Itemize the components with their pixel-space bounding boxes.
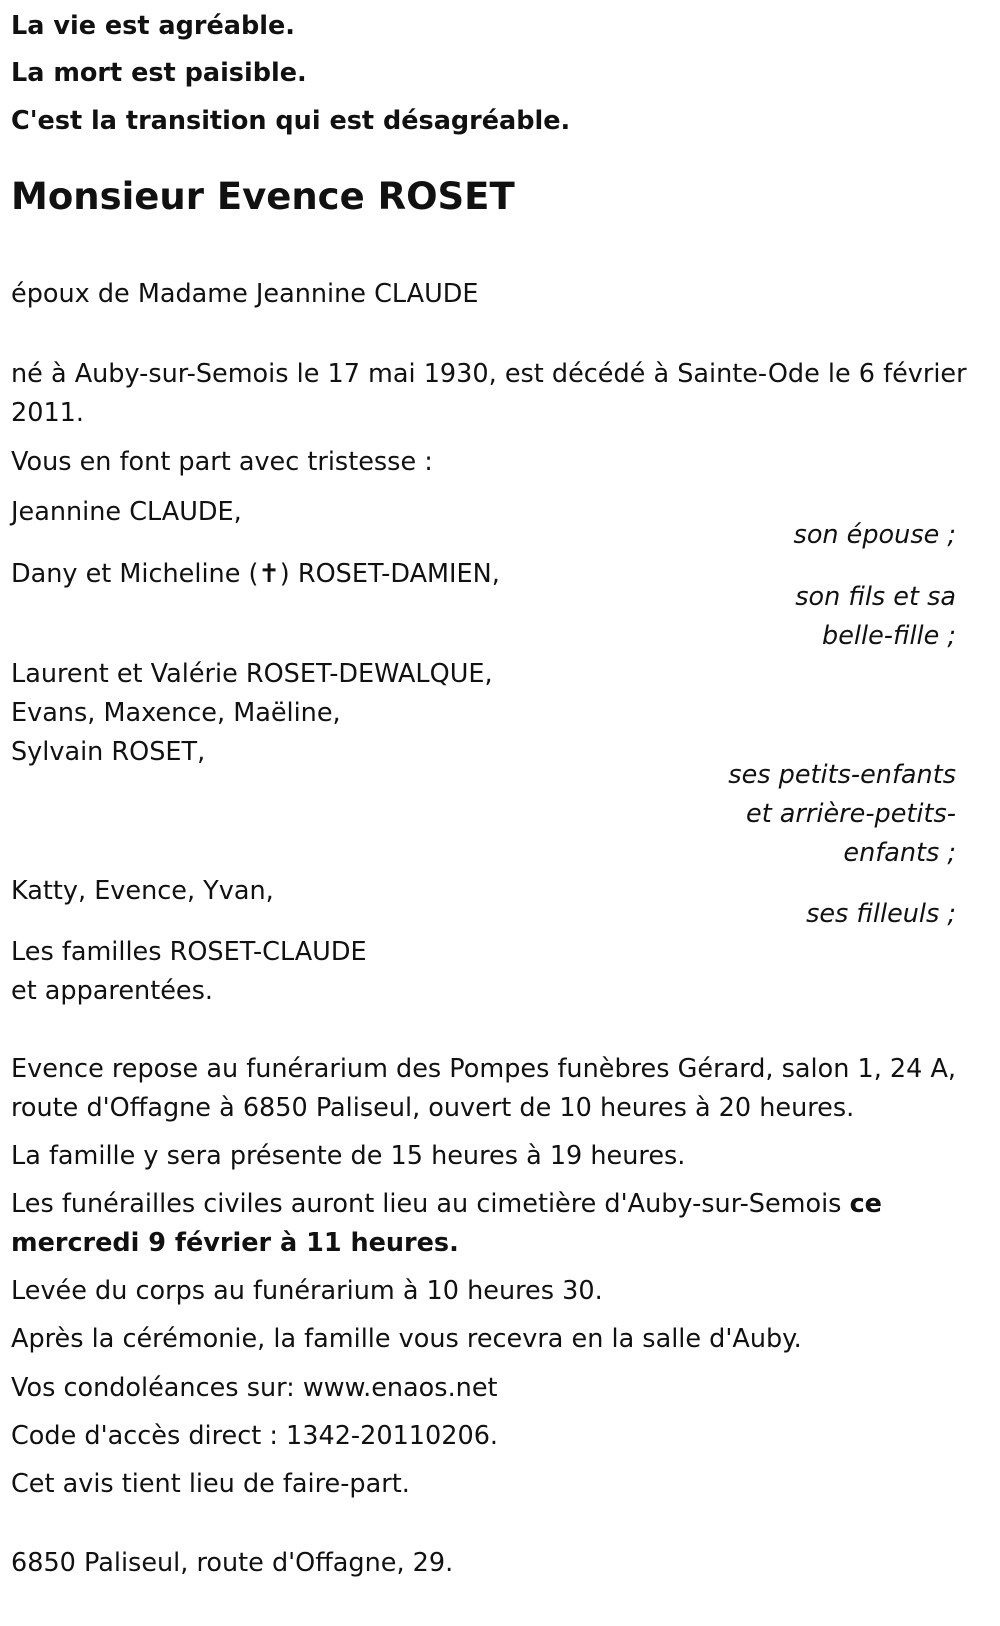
presence-line: La famille y sera présente de 15 heures à 19 heures.	[11, 1141, 686, 1171]
godchildren-role: ses filleuls ;	[806, 899, 956, 929]
son-role-2: belle-fille ;	[822, 621, 956, 651]
reception-line: Après la cérémonie, la famille vous recevra en la salle d'Auby.	[11, 1324, 802, 1354]
page-title: Monsieur Evence ROSET	[11, 175, 515, 218]
spouse-line: époux de Madame Jeannine CLAUDE	[11, 279, 479, 309]
son-role-1: son fils et sa	[795, 582, 956, 612]
grandchildren-role-2: et arrière-petits-	[746, 799, 956, 829]
grandchildren-line-1: Laurent et Valérie ROSET-DEWALQUE,	[11, 659, 493, 689]
son-name: Dany et Micheline (✝) ROSET-DAMIEN,	[11, 559, 500, 589]
grandchildren-line-2: Evans, Maxence, Maëline,	[11, 698, 341, 728]
quote-line-1: La vie est agréable.	[11, 11, 295, 41]
address-line: 6850 Paliseul, route d'Offagne, 29.	[11, 1548, 454, 1578]
godchildren-name: Katty, Evence, Yvan,	[11, 876, 274, 906]
birth-line-1: né à Auby-sur-Semois le 17 mai 1930, est décédé à Sainte-Ode le 6 février	[11, 359, 967, 389]
announce-line: Vous en font part avec tristesse :	[11, 447, 433, 477]
spouse-name: Jeannine CLAUDE,	[11, 497, 242, 527]
grandchildren-role-1: ses petits-enfants	[728, 760, 956, 790]
funeral-line-1	[11, 1184, 882, 1224]
birth-line-2: 2011.	[11, 398, 85, 428]
spouse-role: son épouse ;	[793, 520, 956, 550]
rest-line-2: route d'Offagne à 6850 Paliseul, ouvert de 10 heures à 20 heures.	[11, 1093, 855, 1123]
levee-line: Levée du corps au funérarium à 10 heures 30.	[11, 1276, 603, 1306]
funeral-date-start: ce	[849, 1189, 882, 1219]
grandchildren-line-3: Sylvain ROSET,	[11, 737, 206, 767]
access-code-line: Code d'accès direct : 1342-20110206.	[11, 1421, 499, 1451]
notice-line: Cet avis tient lieu de faire-part.	[11, 1469, 410, 1499]
condolences-line: Vos condoléances sur: www.enaos.net	[11, 1373, 498, 1403]
rest-line-1: Evence repose au funérarium des Pompes funèbres Gérard, salon 1, 24 A,	[11, 1054, 957, 1084]
families-line-2: et apparentées.	[11, 976, 213, 1006]
funeral-line-2: mercredi 9 février à 11 heures.	[11, 1228, 459, 1258]
grandchildren-role-3: enfants ;	[843, 838, 956, 868]
quote-line-3: C'est la transition qui est désagréable.	[11, 106, 571, 136]
quote-line-2: La mort est paisible.	[11, 58, 307, 88]
funeral-text: Les funérailles civiles auront lieu au cimetière d'Auby-sur-Semois	[11, 1189, 850, 1219]
families-line-1: Les familles ROSET-CLAUDE	[11, 937, 367, 967]
